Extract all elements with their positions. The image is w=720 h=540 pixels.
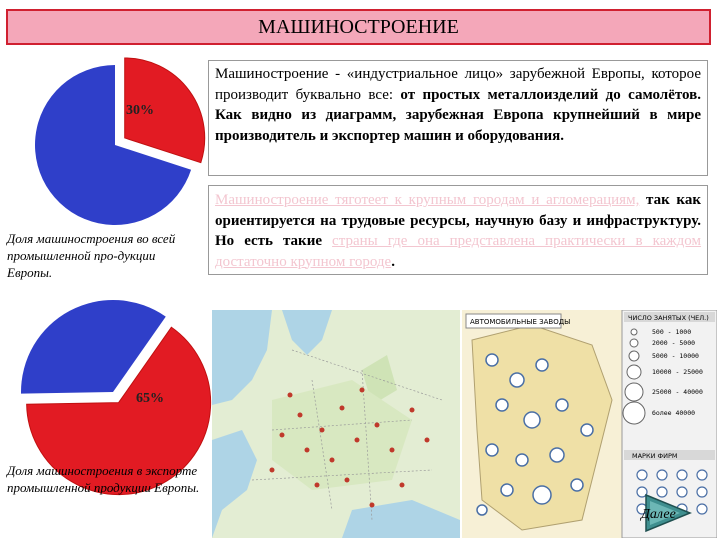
location-text-end: . <box>391 253 395 270</box>
legend-row: 25000 - 40000 <box>652 388 703 396</box>
highlight-link-2[interactable]: страны где она представлена практически в каждом достаточно крупном городе <box>215 233 702 270</box>
intro-text: Машиностроение - «индустриальное лицо» зарубежной Европы, которое производит буквально все: <box>215 66 701 103</box>
brands-title: МАРКИ ФИРМ <box>632 452 678 460</box>
legend-title: ЧИСЛО ЗАНЯТЫХ (ЧЕЛ.) <box>628 314 709 322</box>
pie1-caption: Доля машиностроения во всей промышленной про-дукции Европы. <box>7 231 176 280</box>
europe-machinery-map <box>212 310 460 538</box>
pie-chart-share-of-industry <box>20 35 230 245</box>
page-title: МАШИНОСТРОЕНИЕ <box>6 9 711 45</box>
intro-paragraph <box>215 64 701 146</box>
location-text-middle: так как ориентируется на трудовые ресурсы, научную базу и инфраструктуру. Но есть такие <box>215 192 701 249</box>
car-plants-map-title: АВТОМОБИЛЬНЫЕ ЗАВОДЫ <box>470 318 571 326</box>
legend-row: 10000 - 25000 <box>652 368 703 376</box>
highlight-link-1[interactable]: Машиностроение тяготеет к крупным городам и агломерациям, <box>215 192 640 208</box>
legend-row: 5000 - 10000 <box>652 352 699 360</box>
pie2-caption: Доля машиностроения в экспорте промышленной продукции Европы. <box>7 463 200 495</box>
pie-label-30: 30% <box>126 103 154 118</box>
europe-map-image <box>212 310 460 538</box>
pie-label-65: 65% <box>136 391 164 406</box>
location-text-box <box>208 185 708 275</box>
legend-row: более 40000 <box>652 409 696 417</box>
legend-row: 500 - 1000 <box>652 328 692 336</box>
intro-text-rest: от простых металлоизделий до самолётов. Как видно из диаграмм, зарубежная Европа крупнейший в мире производитель и экспортер машин и оборудования. <box>215 86 701 144</box>
location-paragraph <box>215 190 701 272</box>
intro-text-box <box>208 60 708 176</box>
legend-row: 2000 - 5000 <box>652 339 696 347</box>
next-button-label[interactable]: Далее <box>641 507 676 522</box>
